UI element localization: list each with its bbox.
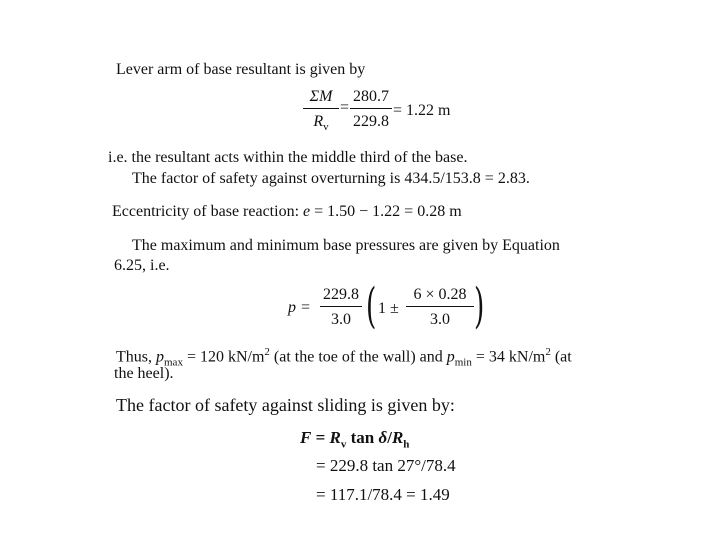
p-eq-den1: 3.0 [331,311,351,328]
eccentricity-line: Eccentricity of base reaction: e = 1.50 − 1.22 = 0.28 m [112,203,462,220]
lever-eq-sign1: = [340,99,350,116]
lever-den1: $R_v$ [313,113,329,134]
lever-arm-intro: Lever arm of base resultant is given by [116,61,366,78]
pressures-intro-2: 6.25, i.e. [114,257,170,274]
sliding-intro: The factor of safety against sliding is given by: [116,395,455,415]
thus-line-2: the heel). [114,365,174,382]
lever-num2: 280.7 [353,88,389,105]
lever-bar2 [350,108,392,109]
lever-num1: ΣM [309,88,333,105]
thus-line-1: Thus, $p_{max} = 120$ $kN/m^2$ (at the toe of the wall) and $p_{min} = 34$ $kN/m^2$ (at [116,346,572,369]
p-eq-mid: 1 ± [378,300,399,317]
p-eq-num1: 229.8 [323,286,359,303]
lever-den2: 229.8 [353,113,389,130]
pressures-intro-1: The maximum and minimum base pressures are given by Equation [132,237,560,254]
p-eq-lhs: p = [288,299,311,316]
p-eq-bar1 [320,306,362,307]
p-eq-num2: 6 × 0.28 [413,286,467,303]
sliding-eq-line-3: = 117.1/78.4 = 1.49 [316,485,450,504]
middle-third-text: i.e. the resultant acts within the middle third of the base. [108,149,468,166]
p-eq-bar2 [406,306,474,307]
right-paren: ) [474,278,485,334]
lever-result: = 1.22 m [393,102,451,119]
sliding-eq-line-2: = 229.8 tan 27°/78.4 [316,456,456,475]
p-eq-den2: 3.0 [430,311,450,328]
left-paren: ( [366,278,377,334]
sliding-eq-line-1: $F = R_v$ $\tan \delta/R_h$ [300,428,410,451]
lever-bar1 [303,108,339,109]
overturning-text: The factor of safety against overturning is 434.5/153.8 = 2.83. [132,170,530,187]
